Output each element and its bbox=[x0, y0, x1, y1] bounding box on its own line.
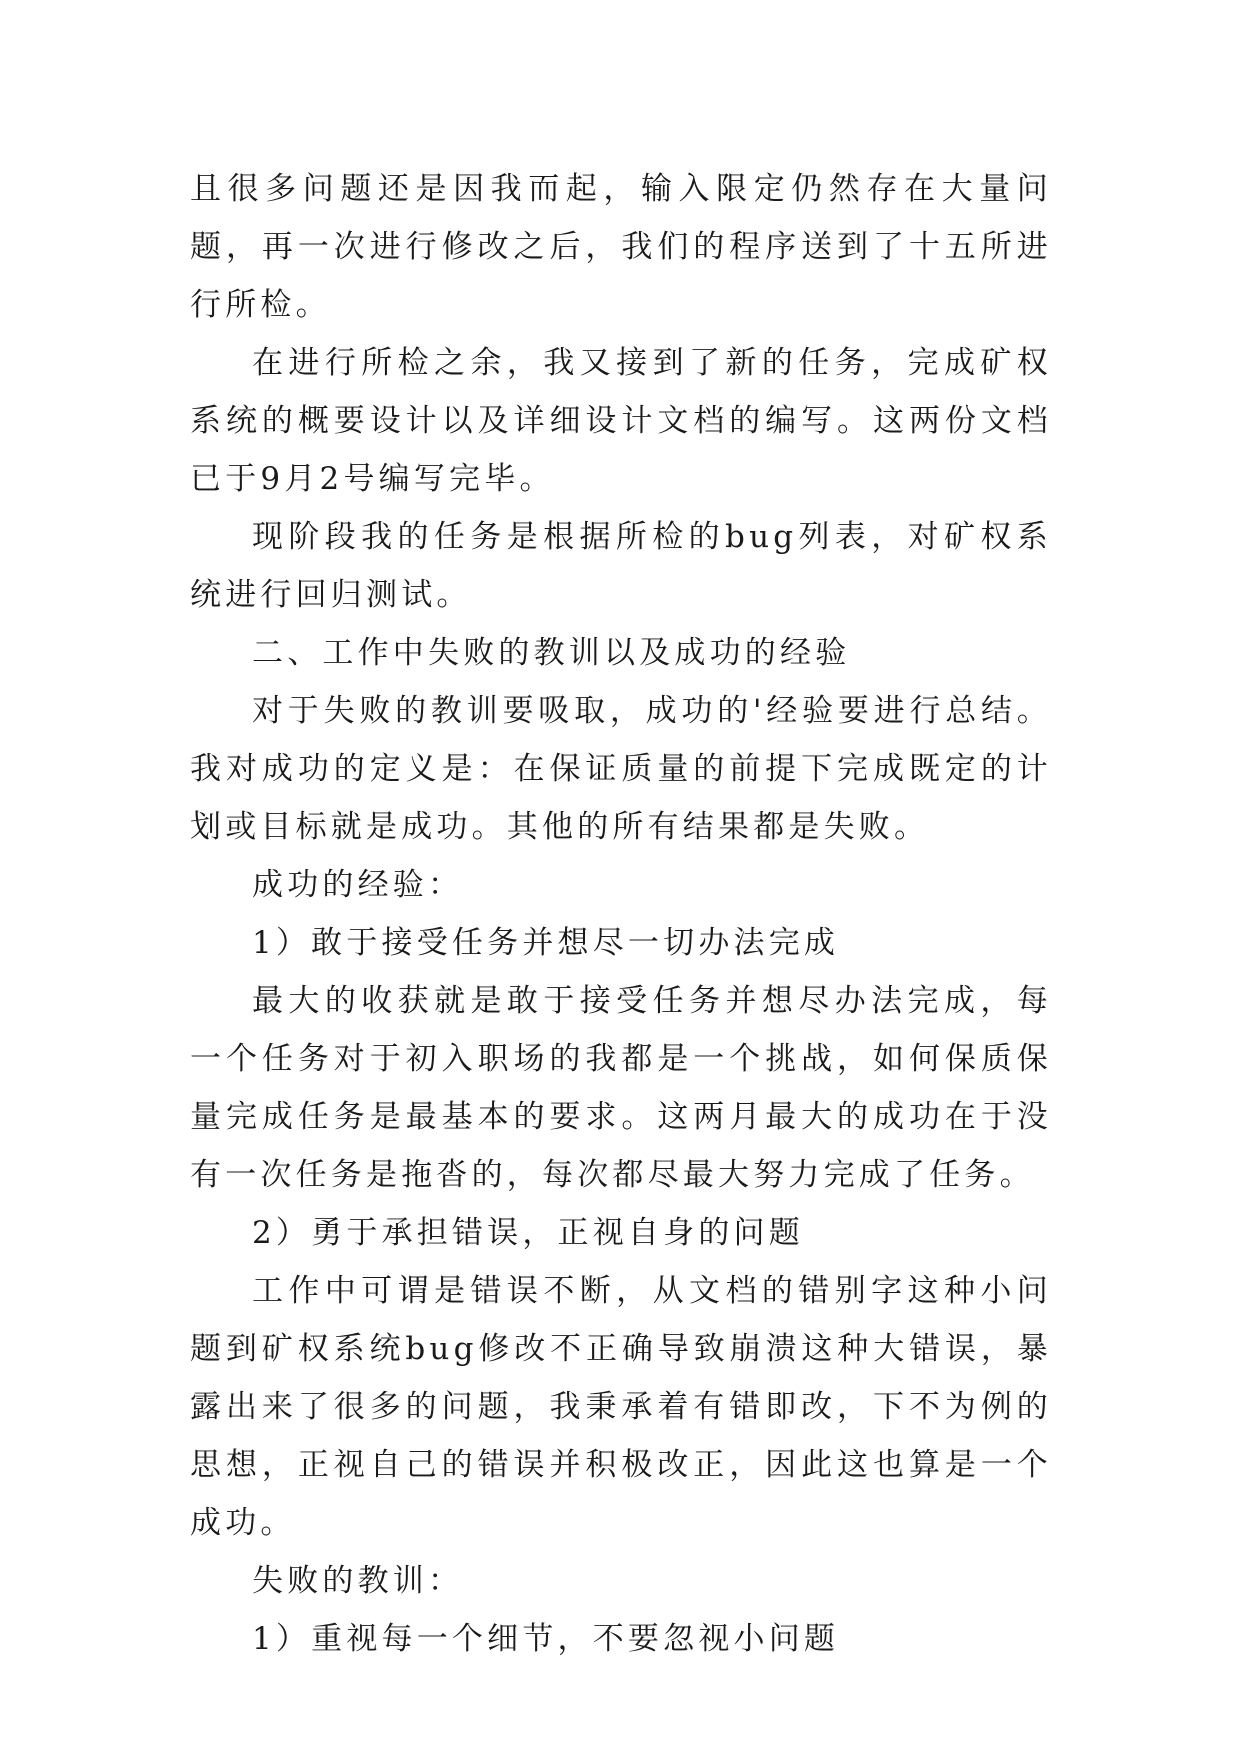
paragraph: 且很多问题还是因我而起，输入限定仍然存在大量问题，再一次进行修改之后，我们的程序送到了十五所进行所检。 bbox=[190, 171, 1052, 323]
list-item-heading: 1）敢于接受任务并想尽一切办法完成 bbox=[252, 925, 840, 961]
paragraph: 工作中可谓是错误不断，从文档的错别字这种小问题到矿权系统bug修改不正确导致崩溃这种大错误，暴露出来了很多的问题，我秉承着有错即改，下不为例的思想，正视自己的错误并积极改正，因此这也算是一个成功。 bbox=[190, 1273, 1052, 1541]
subheading: 成功的经验： bbox=[252, 867, 464, 903]
list-item-heading: 2）勇于承担错误，正视自身的问题 bbox=[252, 1215, 804, 1251]
paragraph: 对于失败的教训要吸取，成功的'经验要进行总结。我对成功的定义是：在保证质量的前提下完成既定的计划或目标就是成功。其他的所有结果都是失败。 bbox=[190, 693, 1052, 845]
subheading: 失败的教训： bbox=[252, 1563, 464, 1599]
list-item-heading: 1）重视每一个细节，不要忽视小问题 bbox=[252, 1621, 840, 1657]
paragraph: 最大的收获就是敢于接受任务并想尽办法完成，每一个任务对于初入职场的我都是一个挑战，如何保质保量完成任务是最基本的要求。这两月最大的成功在于没有一次任务是拖沓的，每次都尽最大努力完成了任务。 bbox=[190, 983, 1052, 1193]
section-heading: 二、工作中失败的教训以及成功的经验 bbox=[252, 635, 851, 671]
document-body bbox=[190, 160, 1052, 1668]
paragraph: 现阶段我的任务是根据所检的bug列表，对矿权系统进行回归测试。 bbox=[190, 519, 1052, 613]
paragraph: 在进行所检之余，我又接到了新的任务，完成矿权系统的概要设计以及详细设计文档的编写。这两份文档已于9月2号编写完毕。 bbox=[190, 345, 1052, 497]
